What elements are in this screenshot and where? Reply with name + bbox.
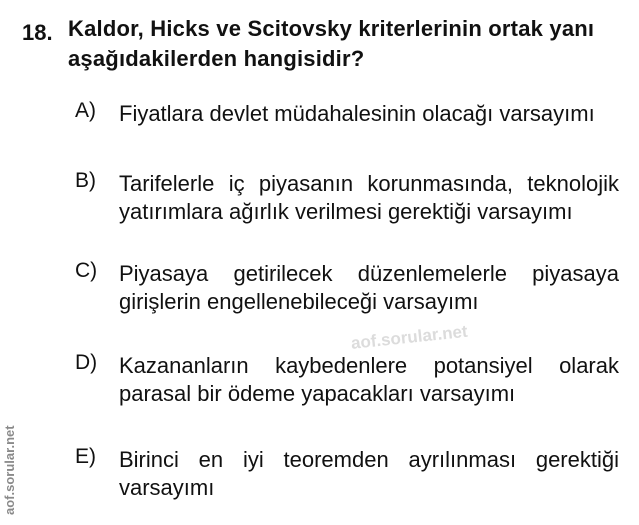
option-d[interactable] <box>75 352 619 408</box>
option-e[interactable] <box>75 446 619 502</box>
option-b-letter: B) <box>75 169 96 192</box>
option-e-text: Birinci en iyi teoremden ayrılınması gerektiği varsayımı <box>119 447 619 500</box>
option-c[interactable] <box>75 260 619 316</box>
question-text: Kaldor, Hicks ve Scitovsky kriterlerinin ortak yanı aşağıdakilerden hangisidir? <box>68 16 595 71</box>
option-b-text: Tarifelerle iç piyasanın korunmasında, teknolojik yatırımlara ağırlık verilmesi gerektiği varsayımı <box>119 171 619 224</box>
option-c-text: Piyasaya getirilecek düzenlemelerle piyasaya girişlerin engellenebileceği varsayımı <box>119 261 619 314</box>
option-e-letter: E) <box>75 445 96 468</box>
option-d-letter: D) <box>75 351 98 374</box>
watermark-side: aof.sorular.net <box>2 425 17 515</box>
option-d-text: Kazananların kaybedenlere potansiyel olarak parasal bir ödeme yapacakları varsayımı <box>119 353 619 406</box>
question-number: 18. <box>22 20 53 45</box>
option-a-letter: A) <box>75 99 96 122</box>
option-a-text: Fiyatlara devlet müdahalesinin olacağı varsayımı <box>119 101 595 126</box>
option-a[interactable] <box>75 100 619 128</box>
option-c-letter: C) <box>75 259 98 282</box>
option-b[interactable] <box>75 170 619 226</box>
watermark-center: aof.sorular.net <box>350 321 469 353</box>
